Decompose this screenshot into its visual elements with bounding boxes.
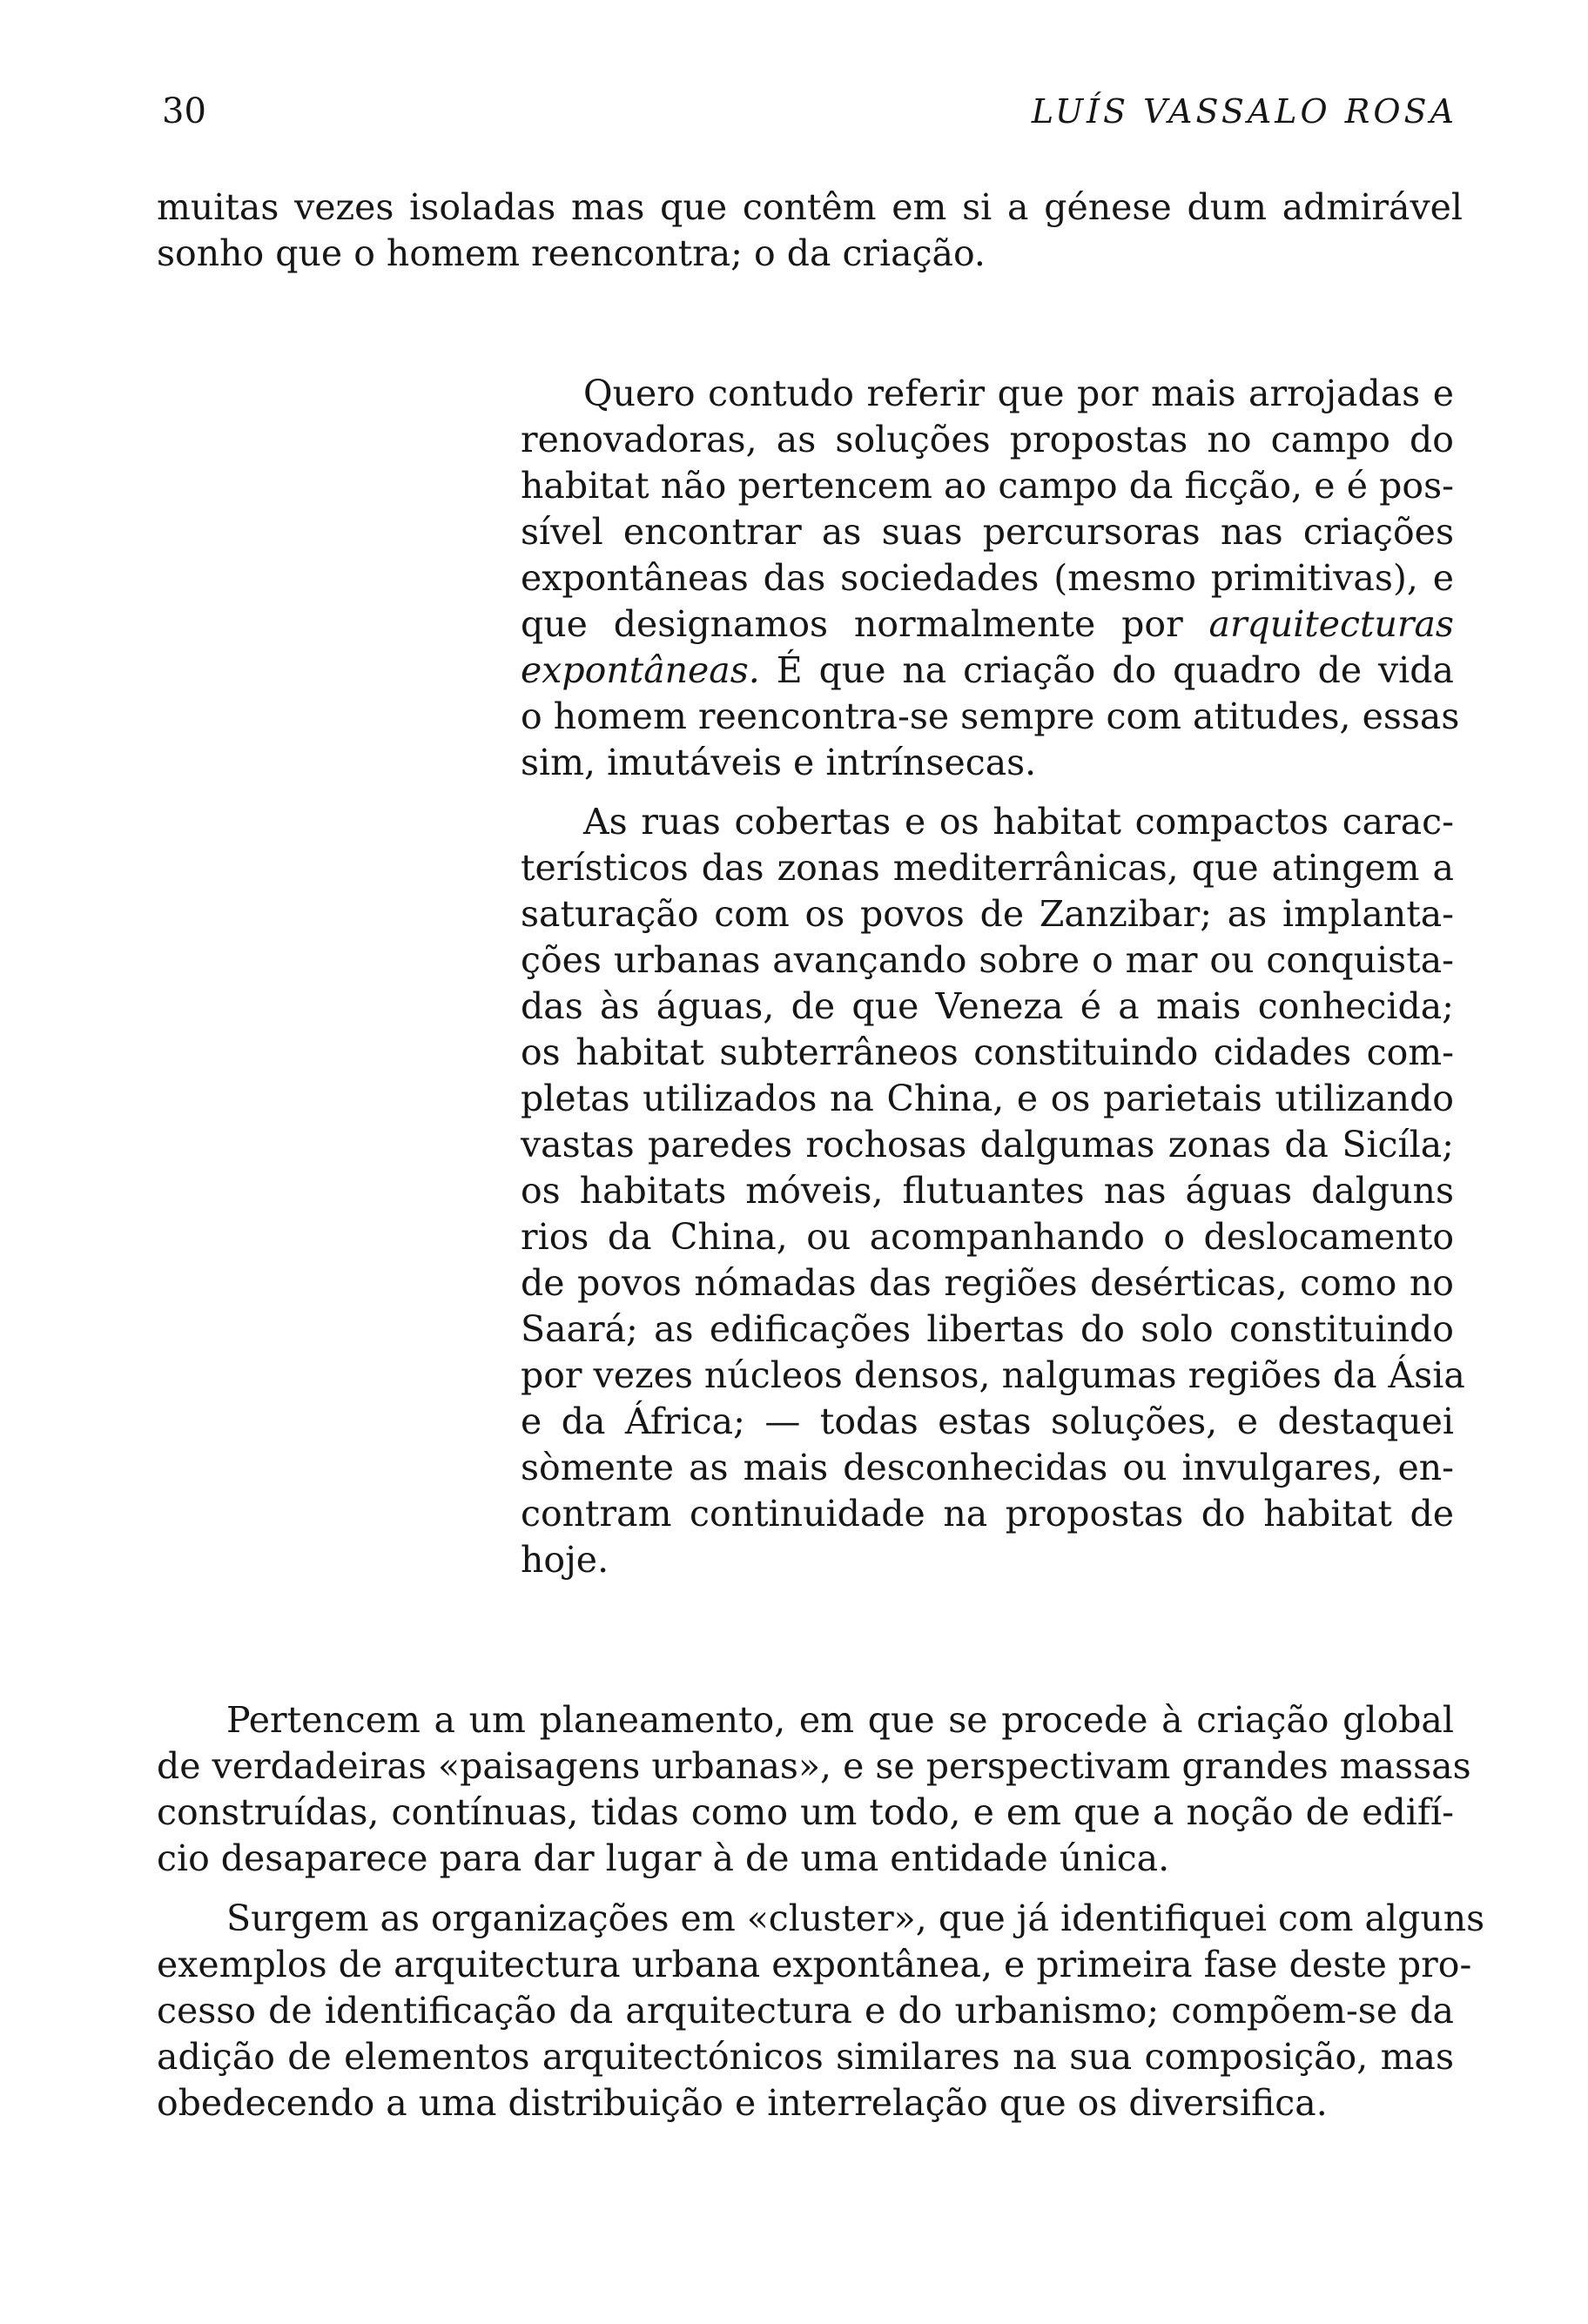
text-line: Surgem as organizações em «cluster», que já identifiquei com alguns (226, 1897, 1485, 1939)
text-line (521, 601, 1454, 648)
text-line: ções urbanas avançando sobre o mar ou conquista- (521, 939, 1454, 981)
text-line: por vezes núcleos densos, nalgumas regiões da Ásia (521, 1354, 1465, 1396)
text-line: construídas, contínuas, tidas como um todo, e em que a noção de edifí- (157, 1791, 1454, 1833)
running-header (0, 0, 1588, 174)
text-line: muitas vezes isoladas mas que contêm em si a génese dum admirável (157, 186, 1463, 228)
text-line: habitat não pertencem ao campo da ficção, e é pos- (521, 465, 1454, 507)
text-line: vastas paredes rochosas dalgumas zonas da Sicíla; (521, 1124, 1454, 1165)
text-line: os habitats móveis, flutuantes nas águas dalguns (521, 1170, 1454, 1212)
text-line: de povos nómadas das regiões desérticas, como no (521, 1262, 1454, 1304)
text-line: saturação com os povos de Zanzibar; as implanta- (521, 893, 1454, 935)
text-run: que designamos normalmente por (521, 603, 1183, 645)
text-line (521, 648, 1454, 694)
text-line: Pertencem a um planeamento, em que se procede à criação global (226, 1699, 1454, 1741)
text-line: cio desaparece para dar lugar à de uma entidade única. (157, 1837, 1170, 1879)
text-line: das às águas, de que Veneza é a mais conhecida; (521, 985, 1454, 1027)
text-line: os habitat subterrâneos constituindo cidades com- (521, 1031, 1454, 1073)
text-line: exemplos de arquitectura urbana expontânea, e primeira fase deste pro- (157, 1944, 1472, 1985)
text-line: sòmente as mais desconhecidas ou invulgares, en- (521, 1447, 1454, 1488)
text-line: hoje. (521, 1539, 609, 1581)
text-line: As ruas cobertas e os habitat compactos carac- (583, 801, 1454, 843)
text-line: o homem reencontra-se sempre com atitudes, essas (521, 695, 1460, 737)
italic-term: expontâneas. (521, 649, 760, 691)
text-line: contram continuidade na propostas do habitat de (521, 1493, 1454, 1535)
inset-paragraph-1 (521, 371, 1460, 786)
page-number: 30 (162, 91, 206, 131)
inset-paragraph-2 (521, 799, 1465, 1583)
text-line: adição de elementos arquitectónicos similares na sua composição, mas (157, 2036, 1454, 2078)
text-line: Quero contudo referir que por mais arrojadas e (583, 373, 1454, 414)
text-line: pletas utilizados na China, e os parietais utilizando (521, 1078, 1454, 1119)
text-line: sível encontrar as suas percursoras nas criações (521, 511, 1454, 553)
text-line: sim, imutáveis e intrínsecas. (521, 742, 1037, 783)
text-line: rios da China, ou acompanhando o deslocamento (521, 1216, 1454, 1258)
text-line: de verdadeiras «paisagens urbanas», e se perspectivam grandes massas (157, 1745, 1471, 1787)
text-line: terísticos das zonas mediterrânicas, que atingem a (521, 847, 1454, 889)
text-line: cesso de identificação da arquitectura e do urbanismo; compõem-se da (157, 1990, 1454, 2032)
continued-paragraph (157, 185, 1463, 277)
italic-term: arquitecturas (1208, 603, 1454, 645)
running-header-author: LUÍS VASSALO ROSA (1031, 92, 1457, 131)
text-line: sonho que o homem reencontra; o da criação. (157, 232, 986, 274)
text-line: e da África; — todas estas soluções, e destaquei (521, 1400, 1454, 1442)
text-run: É que na criação do quadro de vida (776, 649, 1454, 691)
body-paragraph-1 (157, 1697, 1471, 1882)
text-line: obedecendo a uma distribuição e interrelação que os diversifica. (157, 2082, 1328, 2124)
body-paragraph-2 (157, 1896, 1485, 2126)
text-line: Saará; as edificações libertas do solo constituindo (521, 1308, 1454, 1350)
text-line: expontâneas das sociedades (mesmo primitivas), e (521, 557, 1454, 599)
text-line: renovadoras, as soluções propostas no campo do (521, 419, 1454, 460)
